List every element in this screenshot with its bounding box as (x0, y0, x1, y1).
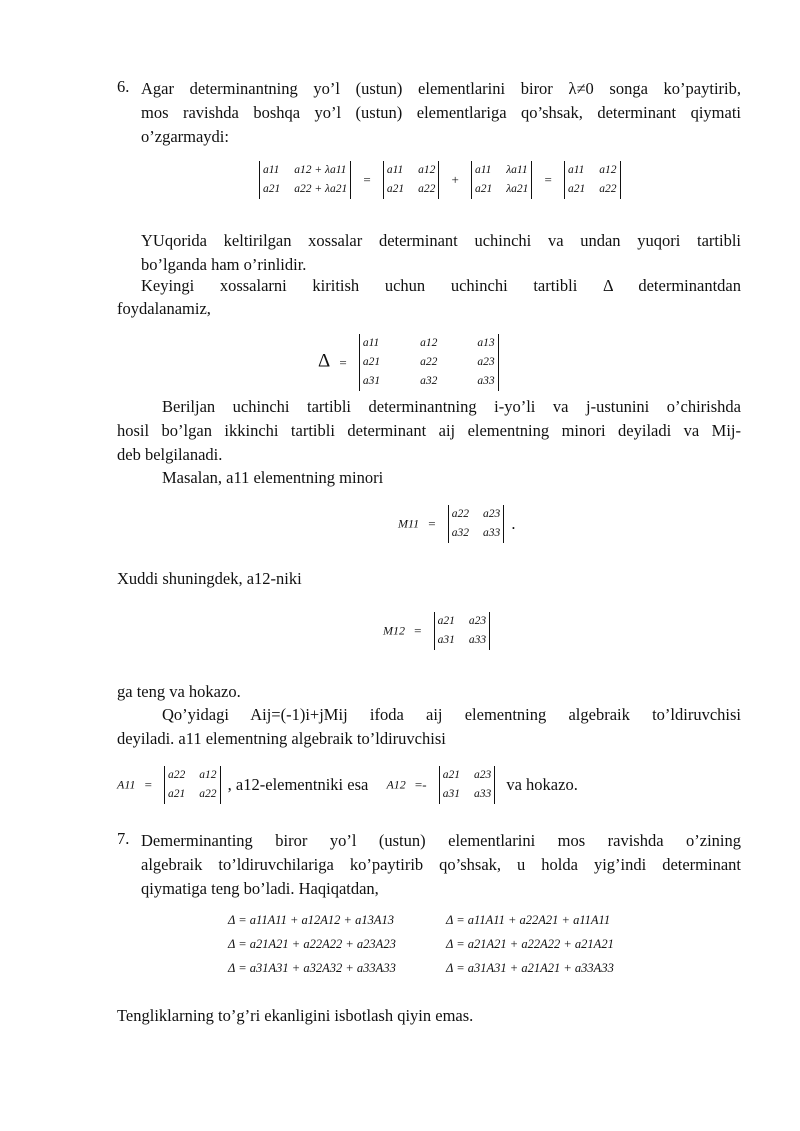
item-7-line-3: qiymatiga teng bo’ladi. Haqiqatdan, (141, 879, 379, 898)
minor-m11: M11 = a22 a23 a32 a33 . (398, 505, 515, 543)
expansion-right-2: Δ = a21A21 + a22A22 + a21A21 (446, 937, 614, 951)
ga-teng-line: ga teng va hokazo. (117, 682, 241, 701)
masalan-line: Masalan, a11 elementning minori (162, 468, 384, 487)
a11-complement-line: A11 = a22 a12 a21 a22 , a12-elementniki esa A12 =- a21 a23 a31 a33 va hokazo. (117, 766, 578, 804)
item-7-line-1: Demerminanting biror yo’l (ustun) elementlarini mos ravishda o’zining (141, 831, 741, 850)
paragraph-yuqorida-line-1: YUqorida keltirilgan xossalar determinant uchinchi va undan yuqori tartibli (141, 231, 741, 250)
item-6-line-3: o’zgarmaydi: (141, 127, 229, 146)
paragraph-keyingi-line-1: Keyingi xossalarni kiritish uchun uchinchi tartibli Δ determinantdan (141, 276, 741, 295)
expansion-left-1: Δ = a11A11 + a12A12 + a13A13 (228, 913, 394, 927)
minor-m12: M12 = a21 a23 a31 a33 (383, 612, 493, 650)
paragraph-keyingi-line-2: foydalanamiz, (117, 299, 211, 318)
paragraph-alg-line-2: deyiladi. a11 elementning algebraik to’ldiruvchisi (117, 729, 446, 748)
determinant-result: a11 a12 a21 a22 (561, 161, 624, 199)
paragraph-minor-line-2: hosil bo’lgan ikkinchi tartibli determinant aij elementning minori deyiladi va Mij- (117, 421, 741, 440)
item-6-number: 6. (117, 77, 130, 96)
determinant-a: a11 a12 a21 a22 (380, 161, 443, 199)
expansion-right-1: Δ = a11A11 + a22A21 + a11A11 (446, 913, 611, 927)
paragraph-yuqorida-line-2: bo’lganda ham o’rinlidir. (141, 255, 307, 274)
conclusion-line: Tengliklarning to’g’ri ekanligini isbotlash qiyin emas. (117, 1006, 474, 1025)
expansion-left-3: Δ = a31A31 + a32A32 + a33A33 (228, 961, 396, 975)
formula-6: a11 a12 + λa11 a21 a22 + λa21 = a11 a12 a21 a22 + a11 λa11 a21 λa21 = a11 a12 a21 a22 (256, 161, 624, 199)
determinant-lambda: a11 λa11 a21 λa21 (468, 161, 535, 199)
item-6-line-1: Agar determinantning yo’l (ustun) elementlarini biror λ≠0 songa ko’paytirib, (141, 79, 741, 98)
delta-determinant: Δ = a11 a12 a13 a21 a22 a23 a31 a32 a33 (318, 334, 502, 391)
xuddi-line: Xuddi shuningdek, a12-niki (117, 569, 302, 588)
paragraph-minor-line-1: Beriljan uchinchi tartibli determinantning i-yo’li va j-ustunini o’chirishda (162, 397, 741, 416)
determinant-sum-left: a11 a12 + λa11 a21 a22 + λa21 (256, 161, 354, 199)
expansion-right-3: Δ = a31A31 + a21A21 + a33A33 (446, 961, 614, 975)
paragraph-alg-line-1: Qo’yidagi Aij=(-1)i+jMij ifoda aij elementning algebraik to’ldiruvchisi (162, 705, 741, 724)
expansion-left-2: Δ = a21A21 + a22A22 + a23A23 (228, 937, 396, 951)
item-7-line-2: algebraik to’ldiruvchilariga ko’paytirib qo’shsak, u holda yig’indi determinant (141, 855, 741, 874)
item-7-number: 7. (117, 829, 130, 848)
paragraph-minor-line-3: deb belgilanadi. (117, 445, 223, 464)
item-6-line-2: mos ravishda boshqa yo’l (ustun) elementlariga qo’shsak, determinant qiymati (141, 103, 741, 122)
